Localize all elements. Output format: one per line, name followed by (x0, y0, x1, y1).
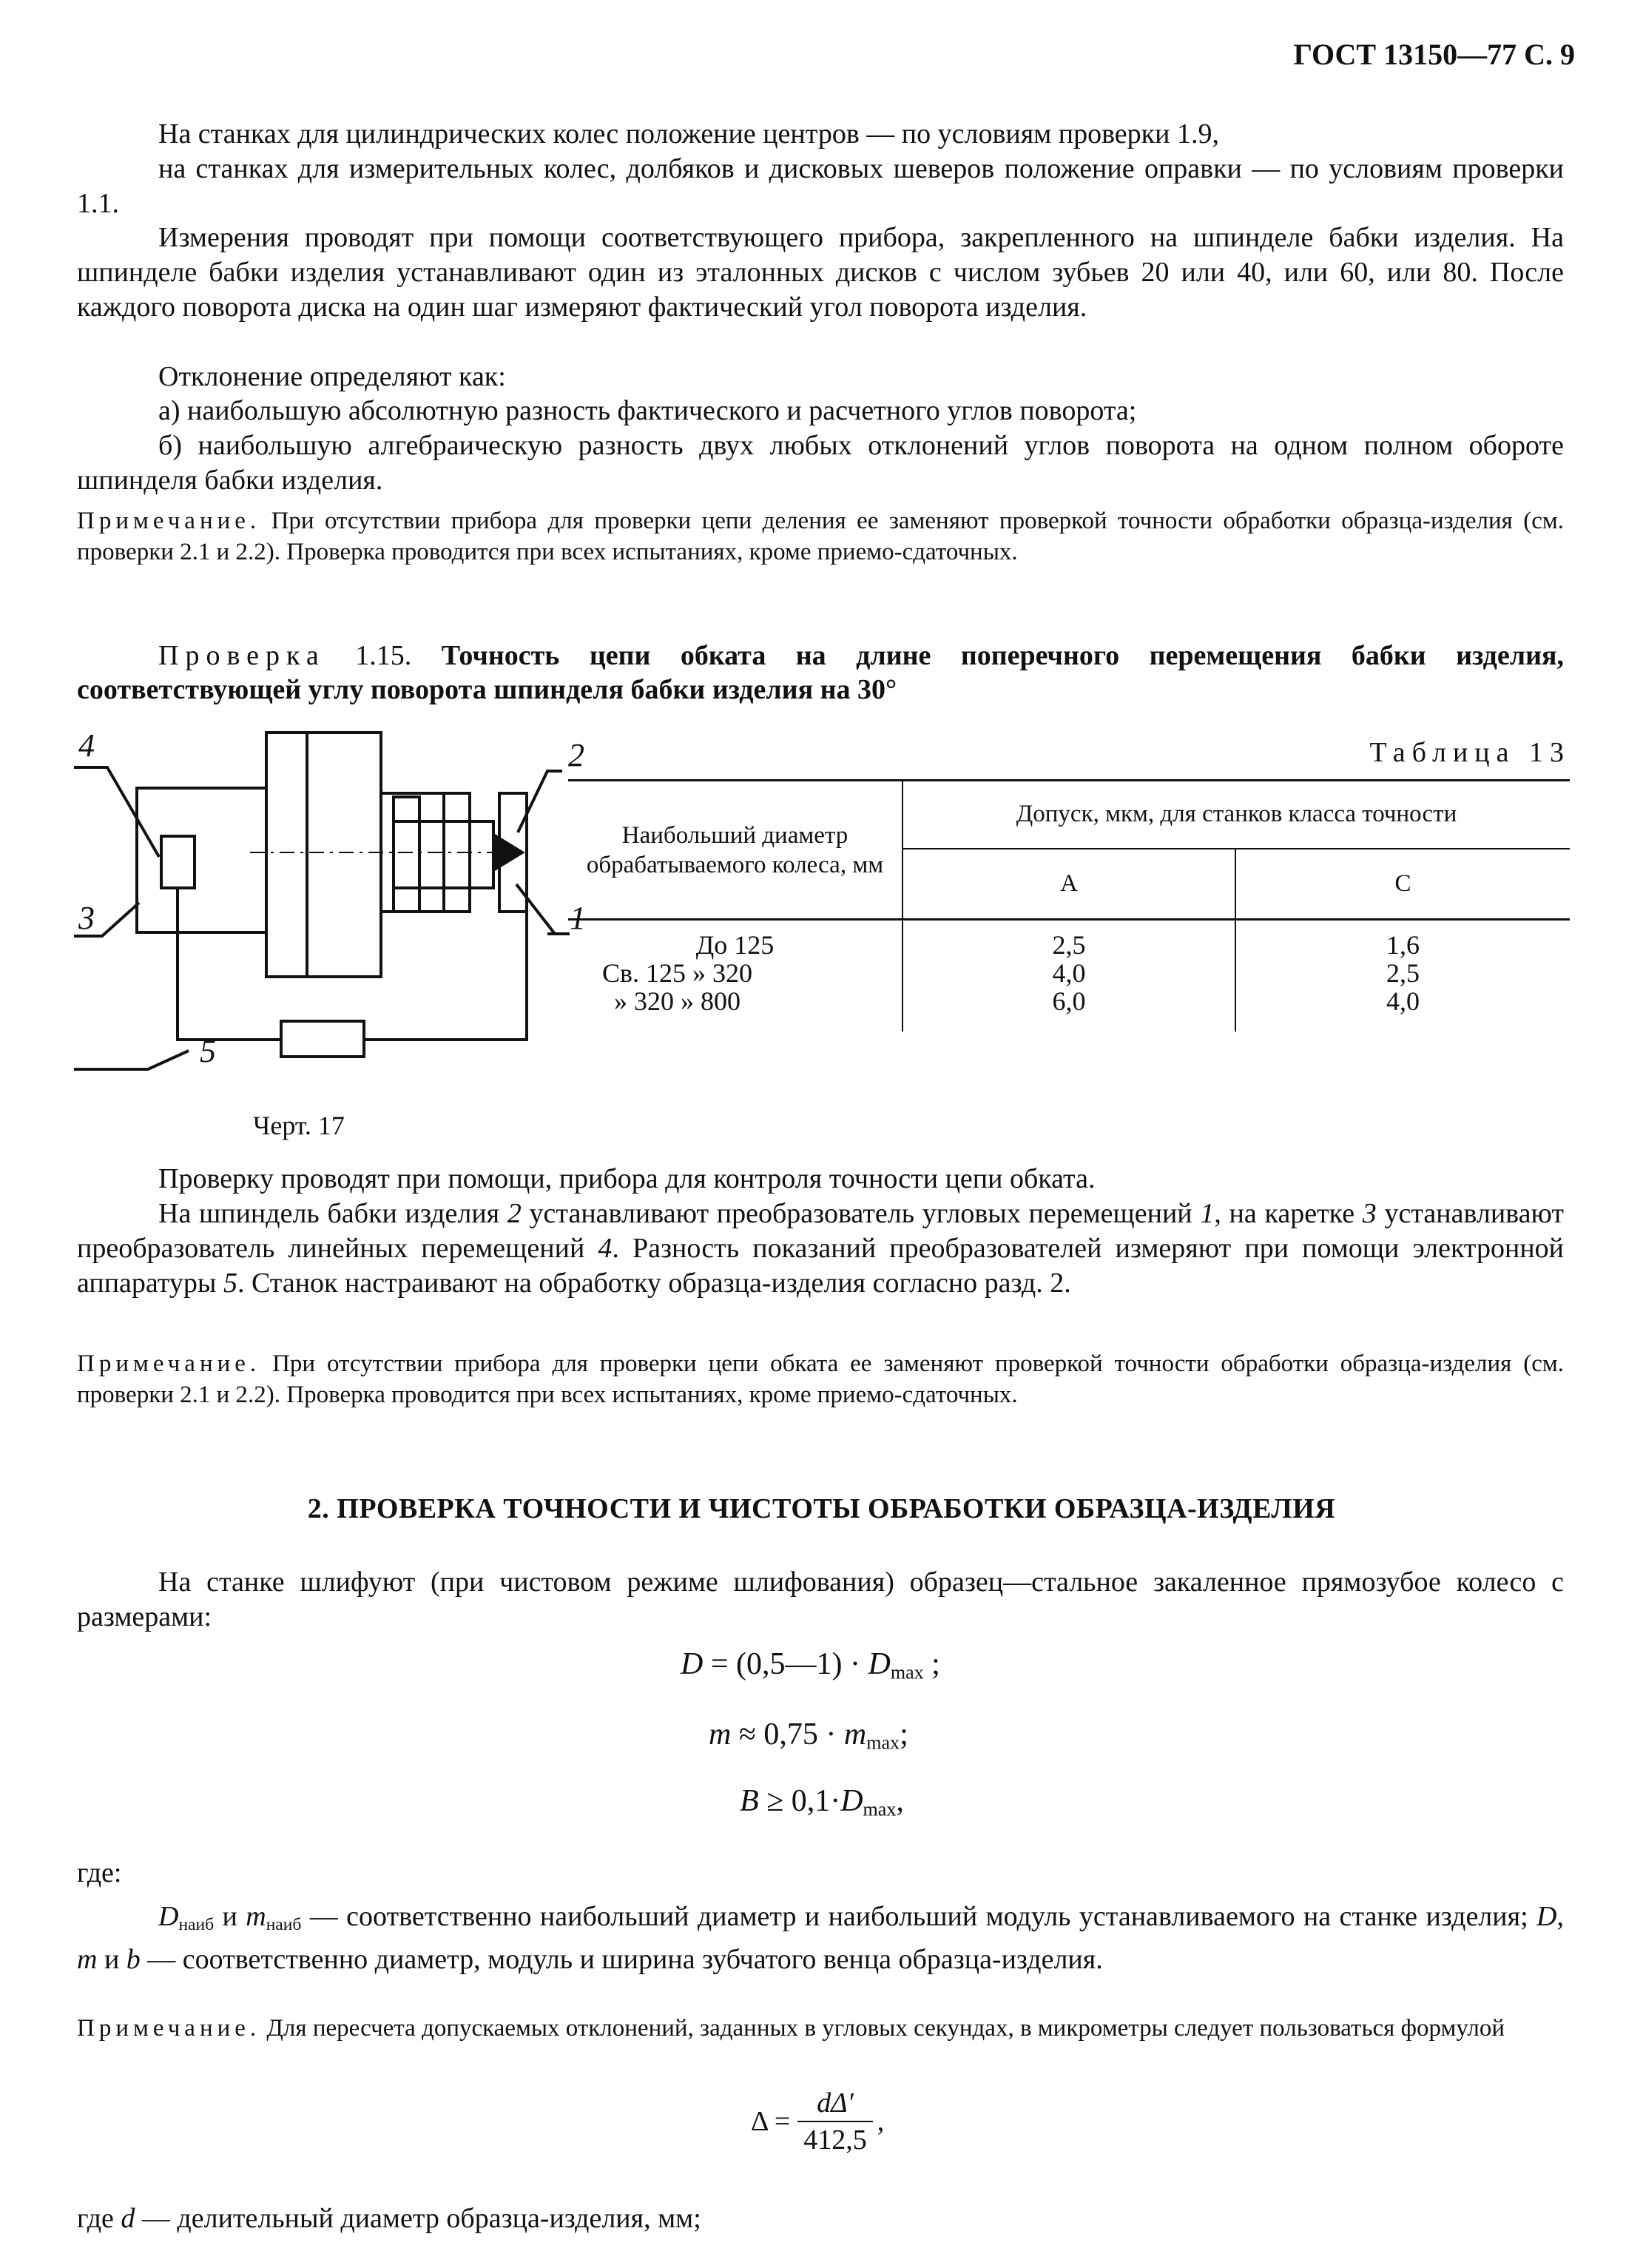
where-paragraph (77, 1899, 1564, 1977)
formula-1-lhs: D (681, 1647, 704, 1681)
table-cell-diameter: Св. 125 » 320 (568, 959, 903, 987)
section-2-heading: 2. ПРОВЕРКА ТОЧНОСТИ И ЧИСТОТЫ ОБРАБОТКИ ОБРАЗЦА-ИЗДЕЛИЯ (307, 1493, 1336, 1524)
ref-5: 5 (223, 1268, 237, 1299)
var-b: b (126, 1943, 141, 1975)
figure-17-diagram (74, 725, 562, 1088)
formula-diameter (681, 1646, 940, 1684)
delta-lhs: Δ = (751, 2106, 791, 2137)
formula-1-var: D (868, 1647, 891, 1681)
table-cell-a: 6,0 (903, 987, 1235, 1032)
formula-2-mid: ≈ 0,75 · (731, 1717, 844, 1752)
table-cell-diameter: » 320 » 800 (568, 987, 903, 1032)
intro-line-1: На станках для цилиндрических колес положение центров — по условиям проверки 1.9, (158, 118, 1219, 149)
formula-2-var: m (843, 1717, 867, 1752)
last-text: — делительный диаметр образца-изделия, мм; (135, 2203, 701, 2234)
table-row (568, 959, 1570, 987)
table-cell-c: 4,0 (1386, 986, 1420, 1016)
formula-3-var: D (840, 1784, 863, 1818)
ref-2: 2 (507, 1198, 522, 1229)
sub-naib-2: наиб (266, 1914, 302, 1934)
note-3 (77, 2013, 1564, 2044)
delta-fraction (797, 2087, 873, 2156)
table-cell-c: 1,6 (1386, 930, 1420, 960)
delta-numerator: dΔ′ (817, 2087, 854, 2119)
last-pre: где (77, 2203, 121, 2234)
table-title: Таблица 13 (1369, 737, 1571, 768)
formula-1-end: ; (923, 1647, 940, 1681)
deviation-item-a: а) наибольшую абсолютную разность фактического и расчетного углов поворота; (158, 395, 1137, 426)
method-paragraph (77, 1197, 1564, 1301)
figure-label-2: 2 (568, 737, 584, 773)
where-text-2: — соответственно диаметр, модуль и ширина зубчатого венца образца-изделия. (140, 1943, 1103, 1975)
figure-label-4: 4 (78, 727, 95, 764)
note-1 (77, 505, 1564, 568)
note-2-label: Примечание. (77, 1350, 261, 1377)
table-header-diameter: Наибольший диаметр обрабатываемого колеса, мм (568, 781, 903, 920)
delta-denominator: 412,5 (797, 2121, 873, 2156)
figure-caption: Черт. 17 (253, 1111, 345, 1140)
table-header-tolerance: Допуск, мкм, для станков класса точности (903, 781, 1570, 849)
formula-width (740, 1783, 904, 1821)
table-cell-a: 4,0 (903, 959, 1235, 987)
table-cell-c: 2,5 (1386, 958, 1420, 988)
method-text-5: . Разность показаний преобразователей измеряют при помощи электронной аппаратуры (77, 1233, 1564, 1299)
grinding-paragraph: На станке шлифуют (при чистовом режиме шлифования) образец—стальное закаленное прямозубое колесо с размерами: (77, 1567, 1564, 1632)
tolerance-table (568, 779, 1570, 1032)
method-text-1: На шпиндель бабки изделия (158, 1198, 507, 1229)
where-label: где: (77, 1857, 122, 1888)
formula-3-end: , (896, 1784, 904, 1818)
formula-1-sub: max (890, 1661, 924, 1683)
table-row (568, 920, 1570, 960)
last-line (77, 2201, 1564, 2236)
table-header-class-c: С (1235, 849, 1570, 920)
note-2-text: При отсутствии прибора для проверки цепи обката ее заменяют проверкой точности обработки образца-изделия (см. проверки 2.1 и 2.2). Проверка проводится при всех испытаниях, кроме приемо-сдаточных. (77, 1350, 1565, 1408)
note-2 (77, 1348, 1564, 1410)
check-label: Проверка (158, 640, 325, 671)
delta-formula (751, 2087, 884, 2156)
note-3-label: Примечание. (77, 2015, 261, 2042)
method-text-6: . Станок настраивают на обработку образца-изделия согласно разд. 2. (237, 1268, 1071, 1299)
method-line-1: Проверку проводят при помощи, прибора для контроля точности цепи обката. (158, 1163, 1096, 1194)
note-3-text: Для пересчета допускаемых отклонений, заданных в угловых секундах, в микрометры следует пользоваться формулой (266, 2015, 1505, 2042)
where-text-1: — соответственно наибольший диаметр и наибольший модуль устанавливаемого на станке изделия; (301, 1901, 1537, 1932)
method-text-4: устанавливают преобразователь линейных перемещений (77, 1198, 1565, 1264)
deviation-intro: Отклонение определяют как: (158, 361, 506, 392)
formula-1-mid: = (0,5—1) · (703, 1647, 868, 1681)
table-cell-diameter: До 125 (568, 920, 903, 960)
where-and-1: и (214, 1901, 246, 1932)
table-cell-a: 2,5 (903, 920, 1235, 960)
table-row (568, 987, 1570, 1032)
note-1-label: Примечание. (77, 508, 261, 534)
check-1-15 (77, 639, 1564, 707)
where-and-2: и (97, 1943, 126, 1975)
var-pitch-d: d (121, 2203, 135, 2234)
intro-line-2: на станках для измерительных колес, долбяков и дисковых шеверов положение оправки — по условиям проверки 1.1. (77, 153, 1564, 219)
where-comma: , (1556, 1901, 1564, 1932)
ref-3: 3 (1362, 1198, 1377, 1229)
check-number: 1.15. (355, 640, 412, 671)
formula-3-mid: ≥ 0,1· (758, 1784, 841, 1818)
figure-label-5: 5 (200, 1033, 216, 1069)
formula-3-lhs: B (740, 1784, 759, 1818)
method-text-3: , на каретке (1214, 1198, 1363, 1229)
check-title: Точность цепи обката на длине поперечного перемещения бабки изделия, соответствующей углу поворота шпинделя бабки изделия на 30° (77, 640, 1565, 705)
measure-paragraph: Измерения проводят при помощи соответствующего прибора, закрепленного на шпинделе бабки изделия. На шпинделе бабки изделия устанавливают один из эталонных дисков с числом зубьев 20 или 40, или 60, или 80. После каждого поворота диска на один шаг измеряют фактический угол поворота изделия. (77, 222, 1564, 323)
figure-label-1: 1 (570, 900, 586, 936)
var-d: D (1536, 1901, 1557, 1932)
formula-module (709, 1717, 908, 1754)
var-d-max: D (158, 1901, 179, 1932)
var-m: m (77, 1943, 98, 1975)
note-1-text: При отсутствии прибора для проверки цепи деления ее заменяют проверкой точности обработки образца-изделия (см. проверки 2.1 и 2.2). Проверка проводится при всех испытаниях, кроме приемо-сдаточных. (77, 508, 1565, 565)
formula-2-lhs: m (709, 1717, 732, 1752)
table-header-class-a: А (903, 849, 1235, 920)
formula-3-sub: max (863, 1798, 897, 1820)
delta-end: , (877, 2106, 885, 2137)
ref-4: 4 (598, 1233, 613, 1264)
method-text-2: устанавливают преобразователь угловых перемещений (521, 1198, 1201, 1229)
ref-1: 1 (1200, 1198, 1215, 1229)
formula-2-end: ; (900, 1717, 908, 1752)
formula-2-sub: max (866, 1732, 900, 1754)
figure-label-3: 3 (78, 900, 95, 936)
page-header: ГОСТ 13150—77 С. 9 (1293, 38, 1575, 71)
var-m-max: m (246, 1901, 266, 1932)
sub-naib-1: наиб (178, 1914, 215, 1934)
deviation-item-b: б) наибольшую алгебраическую разность двух любых отклонений углов поворота на одном полном обороте шпинделя бабки изделия. (77, 430, 1564, 496)
